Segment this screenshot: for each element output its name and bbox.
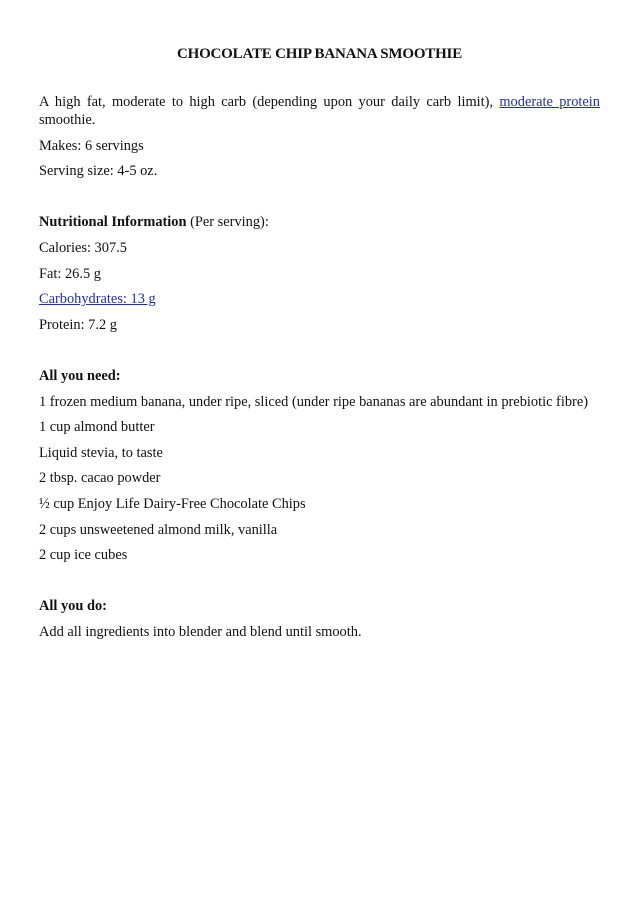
page-title: CHOCOLATE CHIP BANANA SMOOTHIE <box>176 46 462 62</box>
nutrition-heading-suffix: (Per serving): <box>186 214 269 231</box>
carbohydrates-line <box>39 290 600 308</box>
ingredient-item: Liquid stevia, to taste <box>39 444 163 461</box>
ingredient-item: 2 cups unsweetened almond milk, vanilla <box>39 521 278 538</box>
directions-text: Add all ingredients into blender and blend until smooth. <box>39 623 362 640</box>
fat-line: Fat: 26.5 g <box>39 265 101 282</box>
ingredient-item: 2 cup ice cubes <box>39 547 128 564</box>
directions-heading: All you do: <box>39 598 107 615</box>
section-gap <box>39 572 600 598</box>
nutrition-heading-line <box>39 213 600 231</box>
serving-size-line: Serving size: 4-5 oz. <box>39 163 158 180</box>
directions-heading-line <box>39 597 600 615</box>
section-gap <box>39 341 600 367</box>
document-page <box>39 44 600 648</box>
intro-paragraph <box>39 93 600 129</box>
carbohydrates-link[interactable]: Carbohydrates: 13 g <box>39 291 156 308</box>
ingredient-item: 2 tbsp. cacao powder <box>39 470 161 487</box>
ingredient-item: 1 cup almond butter <box>39 419 155 436</box>
ingredient-item: ½ cup Enjoy Life Dairy-Free Chocolate Chips <box>39 495 306 512</box>
makes-line: Makes: 6 servings <box>39 137 144 154</box>
protein-line: Protein: 7.2 g <box>39 316 117 333</box>
section-gap <box>39 188 600 214</box>
ingredient-item: 1 frozen medium banana, under ripe, sliced (under ripe bananas are abundant in prebiotic fibre) <box>39 393 589 410</box>
ingredients-heading-line <box>39 367 600 385</box>
ingredients-heading: All you need: <box>39 367 121 384</box>
moderate-protein-link[interactable]: moderate protein <box>499 94 600 110</box>
nutrition-heading: Nutritional Information <box>39 214 187 231</box>
intro-text-before: A high fat, moderate to high carb (depending upon your daily carb limit), <box>39 94 500 110</box>
intro-text-after: smoothie. <box>39 112 96 128</box>
calories-line: Calories: 307.5 <box>39 239 127 256</box>
